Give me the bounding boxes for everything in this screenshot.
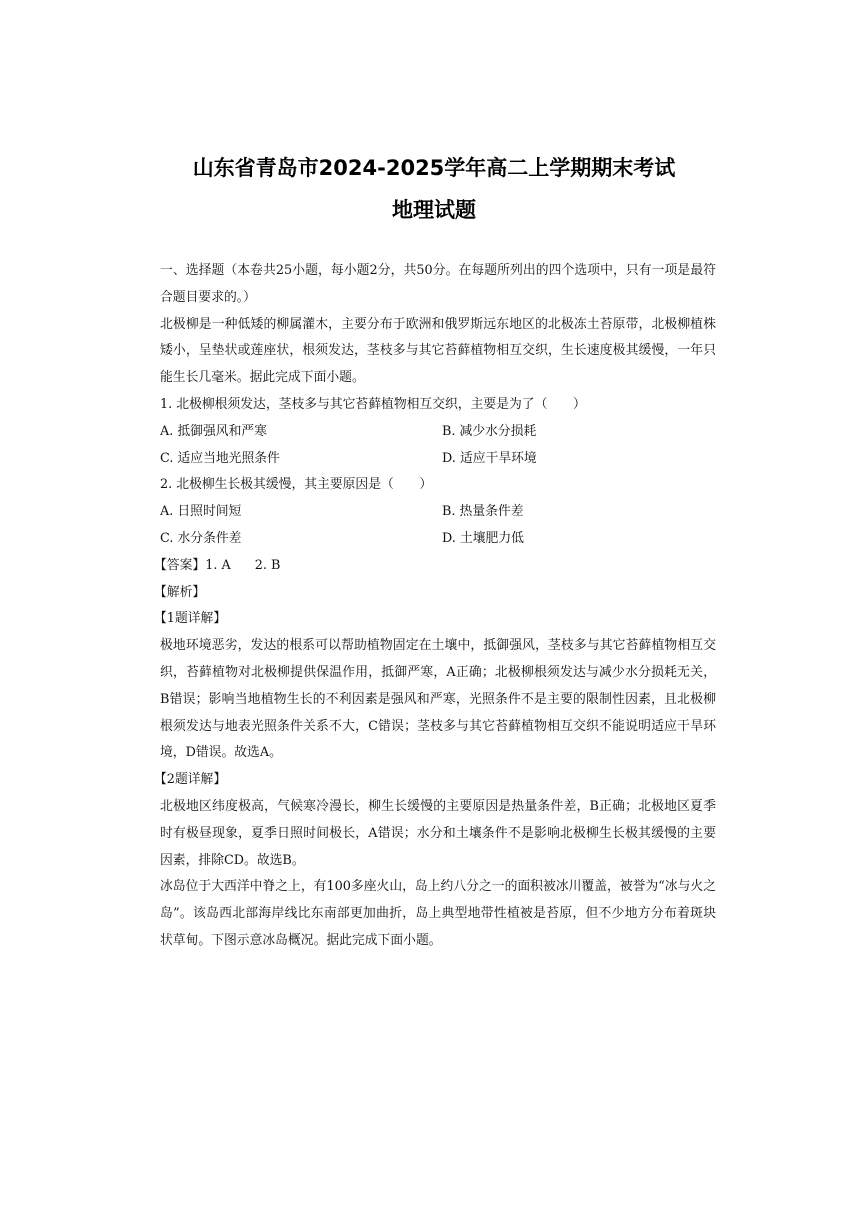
question-1-option-d: D. 适应干旱环境 bbox=[442, 450, 537, 466]
question-2-stem: 2. 北极柳生长极其缓慢，其主要原因是（ ） bbox=[160, 477, 433, 493]
document-title: 山东省青岛市2024-2025学年高二上学期期末考试 bbox=[192, 156, 676, 180]
answer-2: 2. B bbox=[254, 557, 281, 573]
question-2-option-b: B. 热量条件差 bbox=[442, 504, 524, 520]
question-2-options-row-2 bbox=[160, 526, 716, 553]
document-body bbox=[154, 258, 716, 955]
section-instruction: 一、选择题（本卷共25小题，每小题2分，共50分。在每题所列出的四个选项中，只有一项是最符合题目要求的。） bbox=[160, 263, 716, 305]
question-2-options-row-1 bbox=[160, 499, 716, 526]
answer-label: 【答案】1. A bbox=[154, 557, 231, 573]
detail-1-label: 【1题详解】 bbox=[154, 611, 227, 627]
detail-2-text: 北极地区纬度极高，气候寒冷漫长，柳生长缓慢的主要原因是热量条件差，B正确；北极地区夏季时有极昼现象，夏季日照时间极长，A错误；水分和土壤条件不是影响北极柳生长极其缓慢的主要因素，排除CD。故选B。 bbox=[160, 798, 716, 868]
question-2-option-a: A. 日照时间短 bbox=[160, 504, 242, 520]
question-1-stem: 1. 北极柳根须发达，茎枝多与其它苔藓植物相互交织，主要是为了（ ） bbox=[160, 396, 586, 412]
question-1-option-c: C. 适应当地光照条件 bbox=[160, 450, 280, 466]
answer-line bbox=[154, 553, 716, 580]
document-subtitle: 地理试题 bbox=[392, 198, 476, 222]
question-1-options-row-1 bbox=[160, 419, 716, 446]
detail-1-text: 极地环境恶劣，发达的根系可以帮助植物固定在土壤中，抵御强风，茎枝多与其它苔藓植物相互交织，苔藓植物对北极柳提供保温作用，抵御严寒，A正确；北极柳根须发达与减少水分损耗无关，B错误；影响当地植物生长的不利因素是强风和严寒，光照条件不是主要的限制性因素，且北极柳根须发达与地表光照条件关系不大，C错误；茎枝多与其它苔藓植物相互交织不能说明适应干旱环境，D错误。故选A。 bbox=[160, 638, 716, 761]
material-paragraph-arctic-willow: 北极柳是一种低矮的柳属灌木，主要分布于欧洲和俄罗斯远东地区的北极冻土苔原带，北极柳植株矮小，呈垫状或莲座状，根须发达，茎枝多与其它苔藓植物相互交织，生长速度极其缓慢，一年只能生长几毫米。据此完成下面小题。 bbox=[160, 316, 716, 386]
question-1-option-b: B. 减少水分损耗 bbox=[442, 423, 537, 439]
analysis-label: 【解析】 bbox=[154, 584, 206, 600]
question-2-option-c: C. 水分条件差 bbox=[160, 530, 242, 546]
question-1-options-row-2 bbox=[160, 446, 716, 473]
material-paragraph-iceland: 冰岛位于大西洋中脊之上，有100多座火山，岛上约八分之一的面积被冰川覆盖，被誉为“冰与火之岛”。该岛西北部海岸线比东南部更加曲折，岛上典型地带性植被是苔原，但不少地方分布着斑块状草甸。下图示意冰岛概况。据此完成下面小题。 bbox=[160, 879, 716, 948]
detail-2-label: 【2题详解】 bbox=[154, 772, 227, 788]
question-1-option-a: A. 抵御强风和严寒 bbox=[160, 423, 267, 439]
question-2-option-d: D. 土壤肥力低 bbox=[442, 530, 524, 546]
